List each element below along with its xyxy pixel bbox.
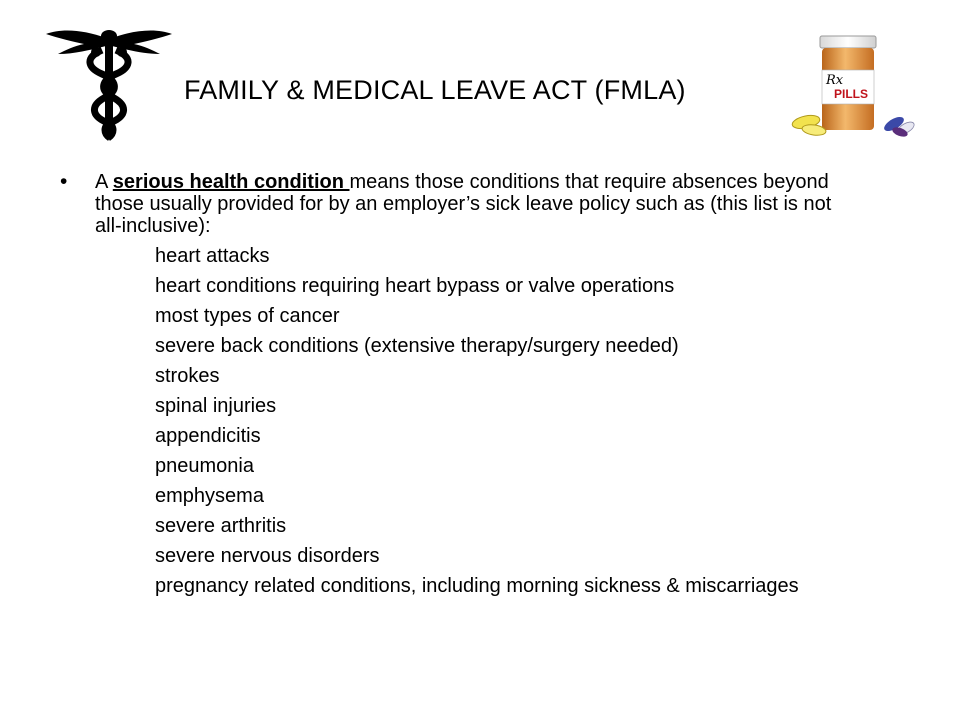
- rx-label: Rx: [826, 73, 844, 88]
- slide-title: FAMILY & MEDICAL LEAVE ACT (FMLA): [184, 75, 686, 105]
- caduceus-icon: [44, 22, 174, 142]
- condition-item: severe nervous disorders: [155, 545, 380, 567]
- conditions-list: [155, 245, 845, 597]
- condition-item: pregnancy related conditions, including morning sickness & miscarriages: [155, 575, 799, 597]
- condition-item: appendicitis: [155, 425, 261, 447]
- condition-item: most types of cancer: [155, 305, 340, 327]
- bullet-item: [60, 171, 850, 237]
- condition-item: severe back conditions (extensive therapy/surgery needed): [155, 335, 679, 357]
- condition-item: strokes: [155, 365, 220, 387]
- serious-health-condition-term: serious health condition: [112, 171, 350, 193]
- condition-item: emphysema: [155, 485, 264, 507]
- slide-body: [60, 171, 850, 605]
- condition-item: spinal injuries: [155, 395, 277, 417]
- definition-text: [95, 171, 835, 237]
- definition-prefix: A: [95, 171, 113, 193]
- pill-bottle-icon: [790, 32, 920, 140]
- condition-item: heart attacks: [155, 245, 270, 267]
- bullet-marker: •: [60, 170, 68, 193]
- definition-suffix: means those conditions that require absences beyond those usually provided for by an employer’s sick leave policy such as (this list is not all-inclusive):: [95, 171, 832, 237]
- pills-label: PILLS: [834, 87, 869, 101]
- condition-item: severe arthritis: [155, 515, 287, 537]
- condition-item: heart conditions requiring heart bypass or valve operations: [155, 275, 675, 297]
- condition-item: pneumonia: [155, 455, 254, 477]
